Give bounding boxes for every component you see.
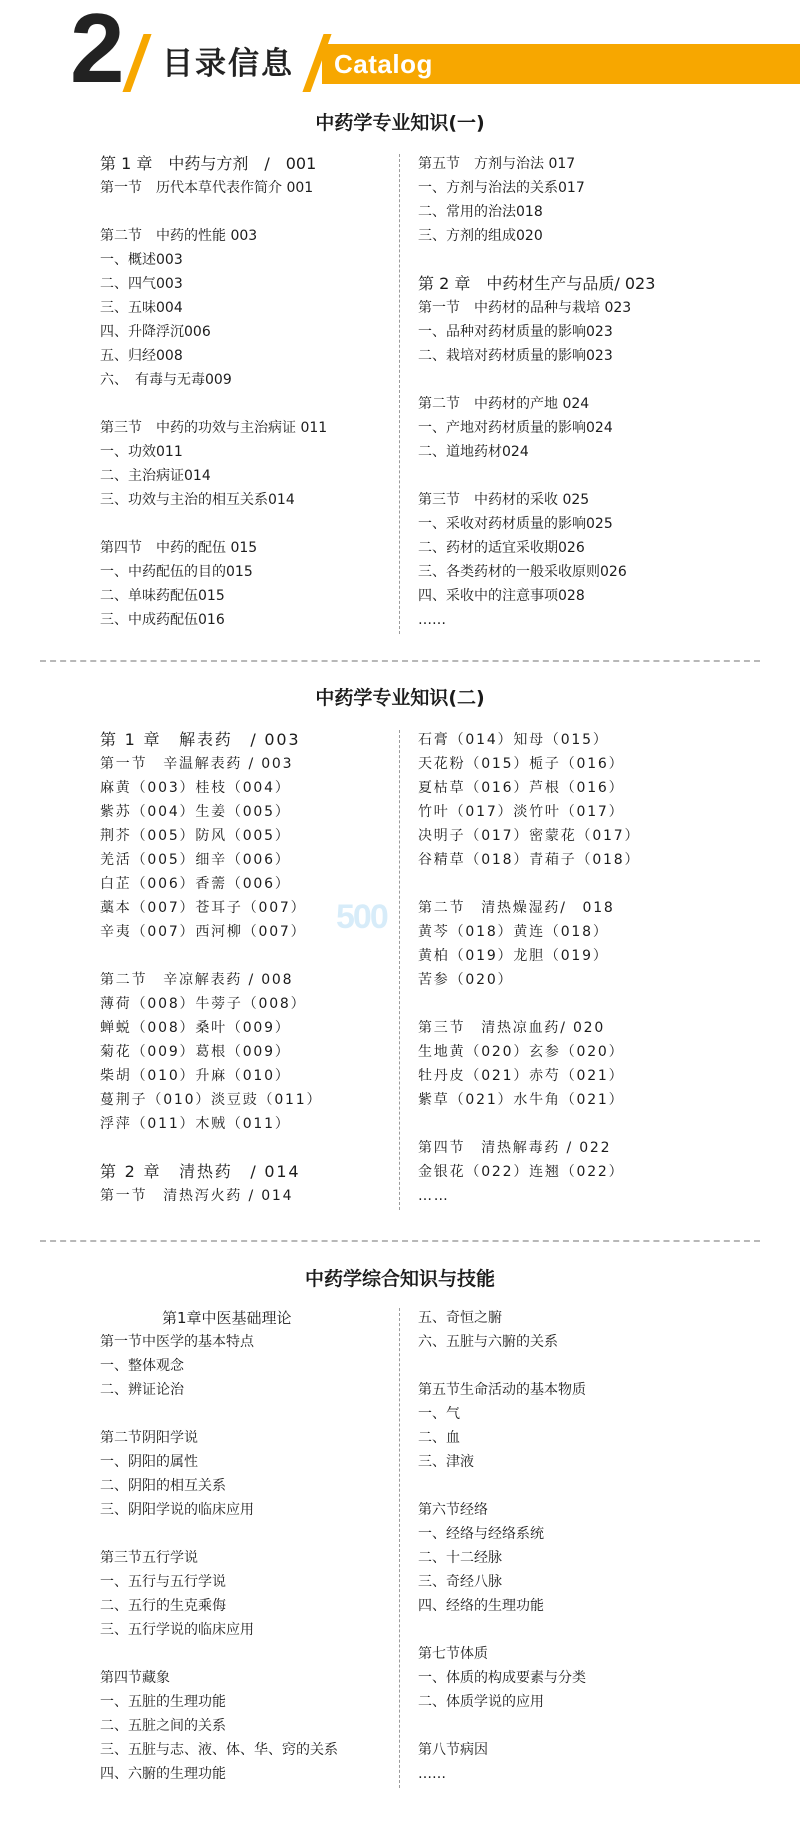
toc-entry: 藁本（007）苍耳子（007） (100, 900, 307, 916)
spacer (100, 1642, 338, 1666)
toc-entry: 第一节 清热泻火药 / 014 (100, 1188, 294, 1204)
toc-entry: 第三节 清热凉血药/ 020 (418, 1020, 606, 1036)
toc-entry: 第八节病因 (418, 1742, 488, 1758)
toc-entry: 一、五行与五行学说 (100, 1574, 226, 1590)
toc-entry: 二、五脏之间的关系 (100, 1718, 226, 1734)
toc-entry: 浮萍（011）木贼（011） (100, 1116, 291, 1132)
toc-entry: 第一节 历代本草代表作简介 001 (100, 180, 314, 196)
toc-entry: 第二节阴阳学说 (100, 1430, 198, 1446)
column-divider (399, 730, 400, 1210)
section-separator (40, 1240, 760, 1242)
toc-entry: 三、津液 (418, 1454, 474, 1470)
toc-entry: 二、药材的适宜采收期026 (418, 540, 585, 556)
watermark-logo: 500 (336, 898, 387, 936)
toc-entry: 第四节 清热解毒药 / 022 (418, 1140, 612, 1156)
toc-entry: 四、六腑的生理功能 (100, 1766, 226, 1782)
toc-entry: 一、产地对药材质量的影响024 (418, 420, 613, 436)
spacer (100, 392, 327, 416)
column-divider (399, 1308, 400, 1788)
toc-entry: 羌活（005）细辛（006） (100, 852, 291, 868)
toc-entry: 第二节 清热燥湿药/ 018 (418, 900, 615, 916)
toc-entry: 一、方剂与治法的关系017 (418, 180, 585, 196)
toc-entry: 二、栽培对药材质量的影响023 (418, 348, 613, 364)
toc-entry: 菊花（009）葛根（009） (100, 1044, 291, 1060)
toc-entry: 一、气 (418, 1406, 460, 1422)
toc-entry: 二、主治病证014 (100, 468, 211, 484)
header-title: 目录信息 (162, 46, 294, 82)
toc-entry: 一、品种对药材质量的影响023 (418, 324, 613, 340)
toc-entry: 三、中成药配伍016 (100, 612, 225, 628)
toc-entry: 二、体质学说的应用 (418, 1694, 544, 1710)
toc-entry: 第二节 辛凉解表药 / 008 (100, 972, 294, 988)
catalog-header (0, 0, 800, 103)
toc-entry: 二、四气003 (100, 276, 183, 292)
toc-entry: 第五节 方剂与治法 017 (418, 156, 576, 172)
toc-entry: 柴胡（010）升麻（010） (100, 1068, 291, 1084)
toc-entry: 六、五脏与六腑的关系 (418, 1334, 558, 1350)
toc-entry: 金银花（022）连翘（022） (418, 1164, 625, 1180)
toc-entry: 三、功效与主治的相互关系014 (100, 492, 295, 508)
toc-entry: 四、经络的生理功能 (418, 1598, 544, 1614)
toc-entry: 夏枯草（016）芦根（016） (418, 780, 625, 796)
toc-entry: 三、五行学说的临床应用 (100, 1622, 254, 1638)
toc-entry: 薄荷（008）牛蒡子（008） (100, 996, 307, 1012)
toc-entry: 三、各类药材的一般采收原则026 (418, 564, 627, 580)
toc-entry: 五、归经008 (100, 348, 183, 364)
column-divider (399, 154, 400, 634)
toc-entry: 紫苏（004）生姜（005） (100, 804, 291, 820)
toc-entry: 黄柏（019）龙胆（019） (418, 948, 609, 964)
spacer (418, 368, 655, 392)
toc-entry: 第七节体质 (418, 1646, 488, 1662)
catalog-tag: Catalog (334, 49, 433, 79)
toc-entry: 第四节藏象 (100, 1670, 170, 1686)
toc-entry: 二、五行的生克乘侮 (100, 1598, 226, 1614)
toc-entry: …… (418, 1766, 446, 1782)
spacer (100, 200, 327, 224)
toc-entry: 二、辨证论治 (100, 1382, 184, 1398)
toc-entry: 第二节 中药材的产地 024 (418, 396, 590, 412)
spacer (418, 464, 655, 488)
section-2-right-column (418, 728, 640, 1208)
spacer (418, 1474, 586, 1498)
section-1-left-column (100, 152, 327, 632)
toc-entry: 竹叶（017）淡竹叶（017） (418, 804, 625, 820)
toc-entry: 三、五味004 (100, 300, 183, 316)
toc-entry: 牡丹皮（021）赤芍（021） (418, 1068, 625, 1084)
section-3-title: 中药学综合知识与技能 (304, 1268, 495, 1290)
toc-entry: 一、经络与经络系统 (418, 1526, 544, 1542)
toc-entry: 三、五脏与志、液、体、华、窍的关系 (100, 1742, 338, 1758)
section-3-left-column (100, 1306, 338, 1786)
toc-entry: 一、中药配伍的目的015 (100, 564, 253, 580)
toc-entry: 第六节经络 (418, 1502, 488, 1518)
toc-entry: 六、 有毒与无毒009 (100, 372, 232, 388)
section-2-title: 中药学专业知识(二) (315, 687, 485, 709)
toc-entry: 蝉蜕（008）桑叶（009） (100, 1020, 291, 1036)
toc-entry: 荆芥（005）防风（005） (100, 828, 291, 844)
spacer (100, 1136, 322, 1160)
toc-entry: 生地黄（020）玄参（020） (418, 1044, 625, 1060)
toc-entry: 二、道地药材024 (418, 444, 529, 460)
section-separator (40, 660, 760, 662)
spacer (418, 1354, 586, 1378)
spacer (418, 872, 640, 896)
spacer (418, 1714, 586, 1738)
toc-entry: 二、单味药配伍015 (100, 588, 225, 604)
toc-entry: 第一节 辛温解表药 / 003 (100, 756, 294, 772)
spacer (418, 1112, 640, 1136)
spacer (100, 1402, 338, 1426)
spacer (418, 248, 655, 272)
toc-entry: 四、采收中的注意事项028 (418, 588, 585, 604)
toc-entry: 石膏（014）知母（015） (418, 732, 609, 748)
toc-entry: 一、功效011 (100, 444, 183, 460)
chapter-heading: 第 1 章 中药与方剂 / 001 (100, 154, 317, 173)
toc-entry: 五、奇恒之腑 (418, 1310, 502, 1326)
toc-entry: 第一节 中药材的品种与栽培 023 (418, 300, 632, 316)
toc-entry: 第二节 中药的性能 003 (100, 228, 258, 244)
toc-entry: 二、阴阳的相互关系 (100, 1478, 226, 1494)
toc-entry: 第三节 中药的功效与主治病证 011 (100, 420, 328, 436)
toc-entry: 紫草（021）水牛角（021） (418, 1092, 625, 1108)
spacer (418, 992, 640, 1016)
toc-entry: 第五节生命活动的基本物质 (418, 1382, 586, 1398)
toc-entry: 一、体质的构成要素与分类 (418, 1670, 586, 1686)
toc-entry: 二、血 (418, 1430, 460, 1446)
toc-entry: 二、十二经脉 (418, 1550, 502, 1566)
chapter-heading: 第 1 章 解表药 / 003 (100, 730, 301, 749)
toc-entry: 一、采收对药材质量的影响025 (418, 516, 613, 532)
spacer (100, 944, 322, 968)
section-1-title: 中药学专业知识(一) (315, 112, 485, 134)
section-number: 2 (70, 0, 121, 103)
spacer (100, 1522, 338, 1546)
chapter-heading: 第 2 章 清热药 / 014 (100, 1162, 301, 1181)
toc-entry: 三、方剂的组成020 (418, 228, 543, 244)
toc-entry: 第三节 中药材的采收 025 (418, 492, 590, 508)
toc-entry: 第三节五行学说 (100, 1550, 198, 1566)
toc-entry: 辛夷（007）西河柳（007） (100, 924, 307, 940)
chapter-heading: 第 2 章 中药材生产与品质/ 023 (418, 274, 656, 293)
toc-entry: 一、整体观念 (100, 1358, 184, 1374)
toc-entry: 谷精草（018）青葙子（018） (418, 852, 641, 868)
toc-entry: 蔓荆子（010）淡豆豉（011） (100, 1092, 323, 1108)
toc-entry: …… (418, 1188, 450, 1204)
toc-entry: 二、常用的治法018 (418, 204, 543, 220)
toc-entry: 四、升降浮沉006 (100, 324, 211, 340)
toc-entry: 三、阴阳学说的临床应用 (100, 1502, 254, 1518)
toc-entry: 决明子（017）密蒙花（017） (418, 828, 641, 844)
chapter-heading: 第1章中医基础理论 (162, 1309, 292, 1327)
toc-entry: 天花粉（015）栀子（016） (418, 756, 625, 772)
section-3-right-column (418, 1306, 586, 1786)
spacer (418, 1618, 586, 1642)
toc-entry: 一、五脏的生理功能 (100, 1694, 226, 1710)
toc-entry: 三、奇经八脉 (418, 1574, 502, 1590)
section-1-right-column (418, 152, 655, 632)
toc-entry: 一、概述003 (100, 252, 183, 268)
toc-entry: 苦参（020） (418, 972, 514, 988)
section-2-left-column (100, 728, 322, 1208)
toc-entry: 黄芩（018）黄连（018） (418, 924, 609, 940)
spacer (100, 512, 327, 536)
toc-entry: 一、阴阳的属性 (100, 1454, 198, 1470)
toc-entry: 白芷（006）香薷（006） (100, 876, 291, 892)
toc-entry: 麻黄（003）桂枝（004） (100, 780, 291, 796)
toc-entry: 第四节 中药的配伍 015 (100, 540, 258, 556)
toc-entry: …… (418, 612, 446, 628)
toc-entry: 第一节中医学的基本特点 (100, 1334, 254, 1350)
